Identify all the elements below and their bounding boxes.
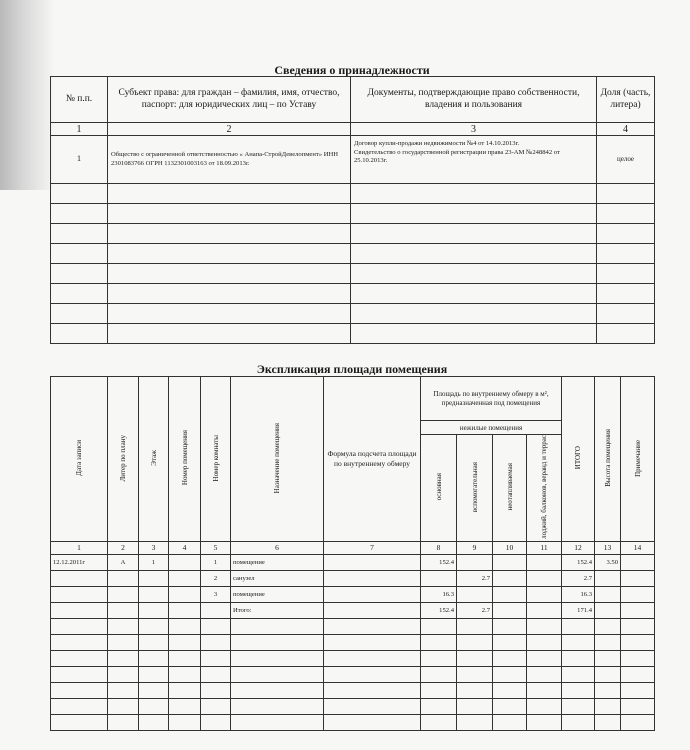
column-number: 14 [621, 541, 655, 554]
main-area-cell: 16.3 [421, 586, 457, 602]
premise-cell [169, 570, 201, 586]
room-cell: 3 [201, 586, 231, 602]
column-number: 3 [351, 123, 597, 136]
total-area-cell: 152.4 [562, 554, 595, 570]
date-cell: 12.12.2011г [51, 554, 108, 570]
formula-cell [324, 586, 421, 602]
height-cell [595, 586, 621, 602]
table-row [51, 698, 655, 714]
formula-cell [324, 554, 421, 570]
header-main: основная [421, 435, 457, 542]
floor-cell [139, 586, 169, 602]
header-room-name: Назначение помещения [231, 377, 324, 542]
column-number: 2 [108, 541, 139, 554]
note-cell [621, 570, 655, 586]
table-row [51, 714, 655, 730]
main-area-cell [421, 570, 457, 586]
height-cell [595, 570, 621, 586]
room-name-cell: Итого: [231, 602, 324, 618]
header-loggias: лоджий, балконов, веранд и террас [527, 435, 562, 542]
document-certificate: Свидетельство о государственной регистрации права 23-АМ №248842 от 25.10.2013г. [354, 148, 560, 165]
column-number: 10 [493, 541, 527, 554]
column-number: 9 [457, 541, 493, 554]
column-number: 4 [169, 541, 201, 554]
header-height: Высота помещения [595, 377, 621, 542]
documents-cell [351, 136, 597, 184]
date-cell [51, 602, 108, 618]
header-formula: Формула подсчета площади по внутреннему обмеру [324, 377, 421, 542]
column-number: 1 [51, 123, 108, 136]
subject-cell: Общество с ограниченной ответственностью « Анапа-СтройДевелопмент» ИНН 2301083766 ОГРН 1132301003163 от 18.09.2013г. [108, 136, 351, 184]
loggia-area-cell [527, 586, 562, 602]
premise-cell [169, 586, 201, 602]
room-cell [201, 602, 231, 618]
share-cell: целое [597, 136, 655, 184]
scan-shadow [0, 0, 55, 190]
header-liter: Литер по плану [108, 377, 139, 542]
column-number: 2 [108, 123, 351, 136]
table-row [51, 324, 655, 344]
header-subject: Субъект права: для граждан – фамилия, имя, отчество, паспорт: для юридических лиц – по Уставу [108, 77, 351, 123]
header-date: Дата записи [51, 377, 108, 542]
note-cell [621, 586, 655, 602]
table-row [51, 570, 655, 586]
total-area-cell: 16.3 [562, 586, 595, 602]
header-floor: Этаж [139, 377, 169, 542]
main-area-cell: 152.4 [421, 554, 457, 570]
table-row [51, 136, 655, 184]
room-cell: 2 [201, 570, 231, 586]
unheated-area-cell [493, 554, 527, 570]
column-number: 3 [139, 541, 169, 554]
column-number: 1 [51, 541, 108, 554]
table-row [51, 666, 655, 682]
explication-title: Экспликация площади помещения [256, 362, 448, 376]
column-number-row [51, 123, 655, 136]
height-cell [595, 602, 621, 618]
header-share: Доля (часть, литера) [597, 77, 655, 123]
header-area-group: Площадь по внутреннему обмеру в м², предназначенная под помещения [421, 377, 562, 421]
total-area-cell: 2.7 [562, 570, 595, 586]
header-room-number: Номер комнаты [201, 377, 231, 542]
floor-cell: 1 [139, 554, 169, 570]
header-premise-number: Номер помещения [169, 377, 201, 542]
height-cell: 3.50 [595, 554, 621, 570]
ownership-table [50, 76, 655, 344]
ownership-title: Сведения о принадлежности [274, 63, 430, 77]
unheated-area-cell [493, 602, 527, 618]
header-total: ИТОГО [562, 377, 595, 542]
total-area-cell: 171.4 [562, 602, 595, 618]
aux-area-cell [457, 554, 493, 570]
column-number: 11 [527, 541, 562, 554]
header-documents: Документы, подтверждающие право собственности, владения и пользования [351, 77, 597, 123]
floor-cell [139, 570, 169, 586]
main-area-cell: 152.4 [421, 602, 457, 618]
table-row [51, 650, 655, 666]
header-number: № п.п. [51, 77, 108, 123]
room-cell: 1 [201, 554, 231, 570]
loggia-area-cell [527, 570, 562, 586]
table-row [51, 204, 655, 224]
premise-cell [169, 554, 201, 570]
liter-cell [108, 602, 139, 618]
column-number: 13 [595, 541, 621, 554]
premise-cell [169, 602, 201, 618]
column-number: 5 [201, 541, 231, 554]
table-row [51, 682, 655, 698]
header-auxiliary: вспомогательная [457, 435, 493, 542]
column-number: 12 [562, 541, 595, 554]
aux-area-cell [457, 586, 493, 602]
liter-cell: А [108, 554, 139, 570]
room-name-cell: помещение [231, 586, 324, 602]
liter-cell [108, 570, 139, 586]
table-row [51, 618, 655, 634]
aux-area-cell: 2.7 [457, 602, 493, 618]
table-row [51, 284, 655, 304]
column-number-row [51, 541, 655, 554]
document-contract: Договор купли-продажи недвижимости №4 от 14.10.2013г. [354, 140, 520, 147]
table-row [51, 244, 655, 264]
unheated-area-cell [493, 570, 527, 586]
table-row [51, 264, 655, 284]
row-number: 1 [51, 136, 108, 184]
date-cell [51, 586, 108, 602]
aux-area-cell: 2.7 [457, 570, 493, 586]
unheated-area-cell [493, 586, 527, 602]
column-number: 7 [324, 541, 421, 554]
note-cell [621, 554, 655, 570]
note-cell [621, 602, 655, 618]
loggia-area-cell [527, 602, 562, 618]
formula-cell [324, 602, 421, 618]
header-nonresidential: нежилые помещения [421, 421, 562, 435]
header-unheated: неотапливаемая [493, 435, 527, 542]
table-row [51, 184, 655, 204]
header-note: Примечание [621, 377, 655, 542]
room-name-cell: санузел [231, 570, 324, 586]
table-row [51, 586, 655, 602]
room-name-cell: помещение [231, 554, 324, 570]
formula-cell [324, 570, 421, 586]
explication-table [50, 376, 655, 731]
floor-cell [139, 602, 169, 618]
table-row [51, 602, 655, 618]
column-number: 6 [231, 541, 324, 554]
table-row [51, 554, 655, 570]
liter-cell [108, 586, 139, 602]
column-number: 8 [421, 541, 457, 554]
table-row [51, 304, 655, 324]
column-number: 4 [597, 123, 655, 136]
loggia-area-cell [527, 554, 562, 570]
table-row [51, 224, 655, 244]
table-row [51, 634, 655, 650]
date-cell [51, 570, 108, 586]
